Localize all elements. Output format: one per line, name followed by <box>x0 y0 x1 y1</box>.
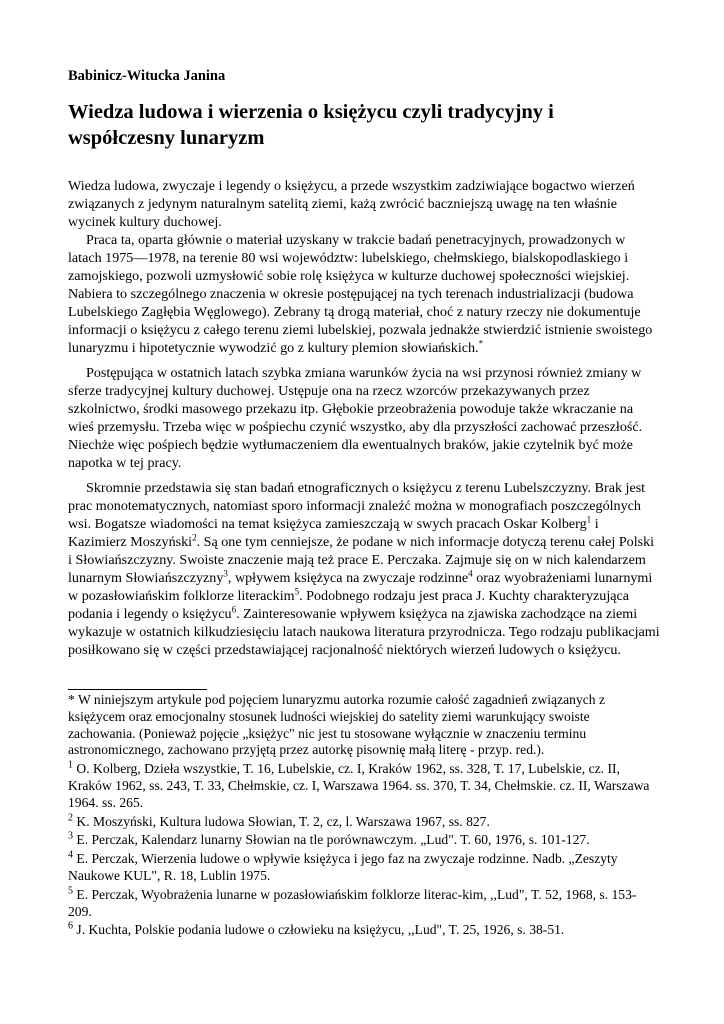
paragraph-method-text: Praca ta, oparta głównie o materiał uzyskany w trakcie badań penetracyjnych, prowadzonych w latach 1975—1978, na terenie 80 wsi województw: lubelskiego, chełmskiego, bialskopodlaskiego i zamojskiego, pozwoli uzmysłowić sobie rolę księżyca w kulturze duchowej społeczności wiejskiej. Nabiera to szczególnego znaczenia w okresie postępującej na tych terenach industrializacji (budowa Lubelskiego Zagłębia Węglowego). Zebrany tą drogą materiał, choć z natury rzeczy nie dokumentuje informacji o księżycu z całego terenu ziemi lubelskiej, pozwala jednakże stwierdzić istnienie swoistego lunaryzmu i hipotetycznie wywodzić go z kultury plemion słowiańskich. <box>68 232 653 356</box>
footnote-text: O. Kolberg, Dzieła wszystkie, T. 16, Lubelskie, cz. I, Kraków 1962, ss. 328, T. 17, Lubelskie, cz. II, Kraków 1962, ss. 243, T. 33, Chełmskie, cz. I, Warszawa 1964. ss. 370, T. 34, Chełmskie. cz. II, Warszawa 1964. ss. 265. <box>68 761 650 810</box>
footnote-6 <box>68 922 660 939</box>
footnote-ref-3: 3 <box>223 568 228 579</box>
footnote-star: * W niniejszym artykule pod pojęciem lunaryzmu autorka rozumie całość zagadnień związanych z księżycem oraz emocjonalny stosunek ludności wiejskiej do satelity ziemi warunkujący swoiste zachowania. (Ponieważ pojęcie „księżyc" nic jest tu stosowane wyłącznie w znaczeniu terminu astronomicznego, zachowano przyjętą przez autorkę pisownię małą literę - przyp. red.). <box>68 692 605 758</box>
footnote-number: 4 <box>68 849 73 861</box>
footnote-number: 5 <box>68 885 73 897</box>
footnote-4 <box>68 851 660 885</box>
footnote-text: E. Perczak, Kalendarz lunarny Słowian na tle porównawczym. „Lud". T. 60, 1976, s. 101-127. <box>73 832 590 848</box>
footnote-ref-2: 2 <box>192 532 197 543</box>
article-body <box>68 177 660 666</box>
footnote-text: E. Perczak, Wierzenia ludowe o wpływie księżyca i jego faz na zwyczaje rodzinne. Nadb. „Zeszyty Naukowe KUL", R. 18, Lublin 1975. <box>68 851 618 883</box>
footnote-1 <box>68 761 660 811</box>
footnote-number: 3 <box>68 830 73 842</box>
footnote-text: K. Moszyński, Kultura ludowa Słowian, T. 2, cz, l. Warszawa 1967, ss. 827. <box>73 813 490 829</box>
footnote-5 <box>68 887 660 921</box>
footnote-number: 6 <box>68 920 73 932</box>
footnote-text: J. Kuchta, Polskie podania ludowe o człowieku na księżycu, ,,Lud", T. 25, 1926, s. 38-51. <box>73 922 565 938</box>
footnote-3 <box>68 832 660 849</box>
paragraph-text: . Są one tym cenniejsze, że podane w nich informacje dotyczą terenu całej Polski i Słowiańszczyzny. Swoiste znaczenie mają też prace E. Perczaka. Zajmuje się on w nich kalendarzem lunarnym Słowiańszczyzny <box>68 534 655 586</box>
footnote-2 <box>68 814 660 831</box>
paragraph-research-state <box>68 479 660 659</box>
paragraph-text: oraz wyobrażeniami lunarnymi w pozasłowiańskim folklorze literackim <box>68 570 653 604</box>
footnote-number: 2 <box>68 812 73 824</box>
footnote-separator <box>68 689 207 690</box>
paragraph-text: . Podobnego rodzaju jest praca J. Kuchty charakteryzująca podania i legendy o księżycu <box>68 588 630 622</box>
footnote-number: 1 <box>68 759 73 771</box>
footnote-text: E. Perczak, Wyobrażenia lunarne w pozasłowiańskim folklorze literac-kim, ,,Lud", T. 52, 1968, s. 153-209. <box>68 886 637 919</box>
footnote-ref-4: 4 <box>468 568 473 579</box>
footnotes <box>68 692 660 941</box>
paragraph-text: . Zainteresowanie wpływem księżyca na zjawiska zachodzące na ziemi wykazuje w ostatnich kilkudziesięciu latach naukowa literatura przyrodnicza. Tego rodzaju publikacjami posiłkowano się w części przedstawiającej racjonalność niektórych wierzeń ludowych o księżycu. <box>68 606 660 658</box>
paragraph-text: , wpływem księżyca na zwyczaje rodzinne <box>227 570 469 586</box>
paragraph-intro: Wiedza ludowa, zwyczaje i legendy o księżycu, a przede wszystkim zadziwiające bogactwo wierzeń związanych z jedynym naturalnym satelitą ziemi, każą zwrócić baczniejszą uwagę na ten właśnie wycinek kultury duchowej. <box>68 178 635 230</box>
footnote-ref-star: * <box>478 338 484 349</box>
paragraph-method <box>68 231 660 357</box>
author-name: Babinicz-Witucka Janina <box>68 68 226 84</box>
footnote-ref-1: 1 <box>586 514 592 525</box>
footnote-ref-6: 6 <box>231 604 237 615</box>
paragraph-changes: Postępująca w ostatnich latach szybka zmiana warunków życia na wsi przynosi również zmiany w sferze tradycyjnej kultury duchowej. Ustępuje ona na rzecz wzorców przekazywanych przez szkolnictwo, środki masowego przekazu itp. Głębokie przeobrażenia powoduje także wkraczanie na wieś przemysłu. Trzeba więc w pośpiechu czynić wszystko, aby dla przyszłości zachować przeszłość. Niechże więc pośpiech będzie wytłumaczeniem dla ewentualnych braków, jakie czytelnik być może napotka w tej pracy. <box>68 365 643 471</box>
article-title: Wiedza ludowa i wierzenia o księżycu czyli tradycyjny i współczesny lunaryzm <box>68 101 554 149</box>
footnote-ref-5: 5 <box>294 586 300 597</box>
paragraph-text: Skromnie przedstawia się stan badań etnograficznych o księżycu z terenu Lubelszczyzny. Brak jest prac monotematycznych, natomiast sporo informacji znaleźć można w monografiach poszczególnych wsi. Bogatsze wiadomości na temat księżyca zamieszczają w swych pracach Oskar Kolberg <box>68 480 646 532</box>
paragraph-text: i Kazimierz Moszyński <box>68 516 599 550</box>
